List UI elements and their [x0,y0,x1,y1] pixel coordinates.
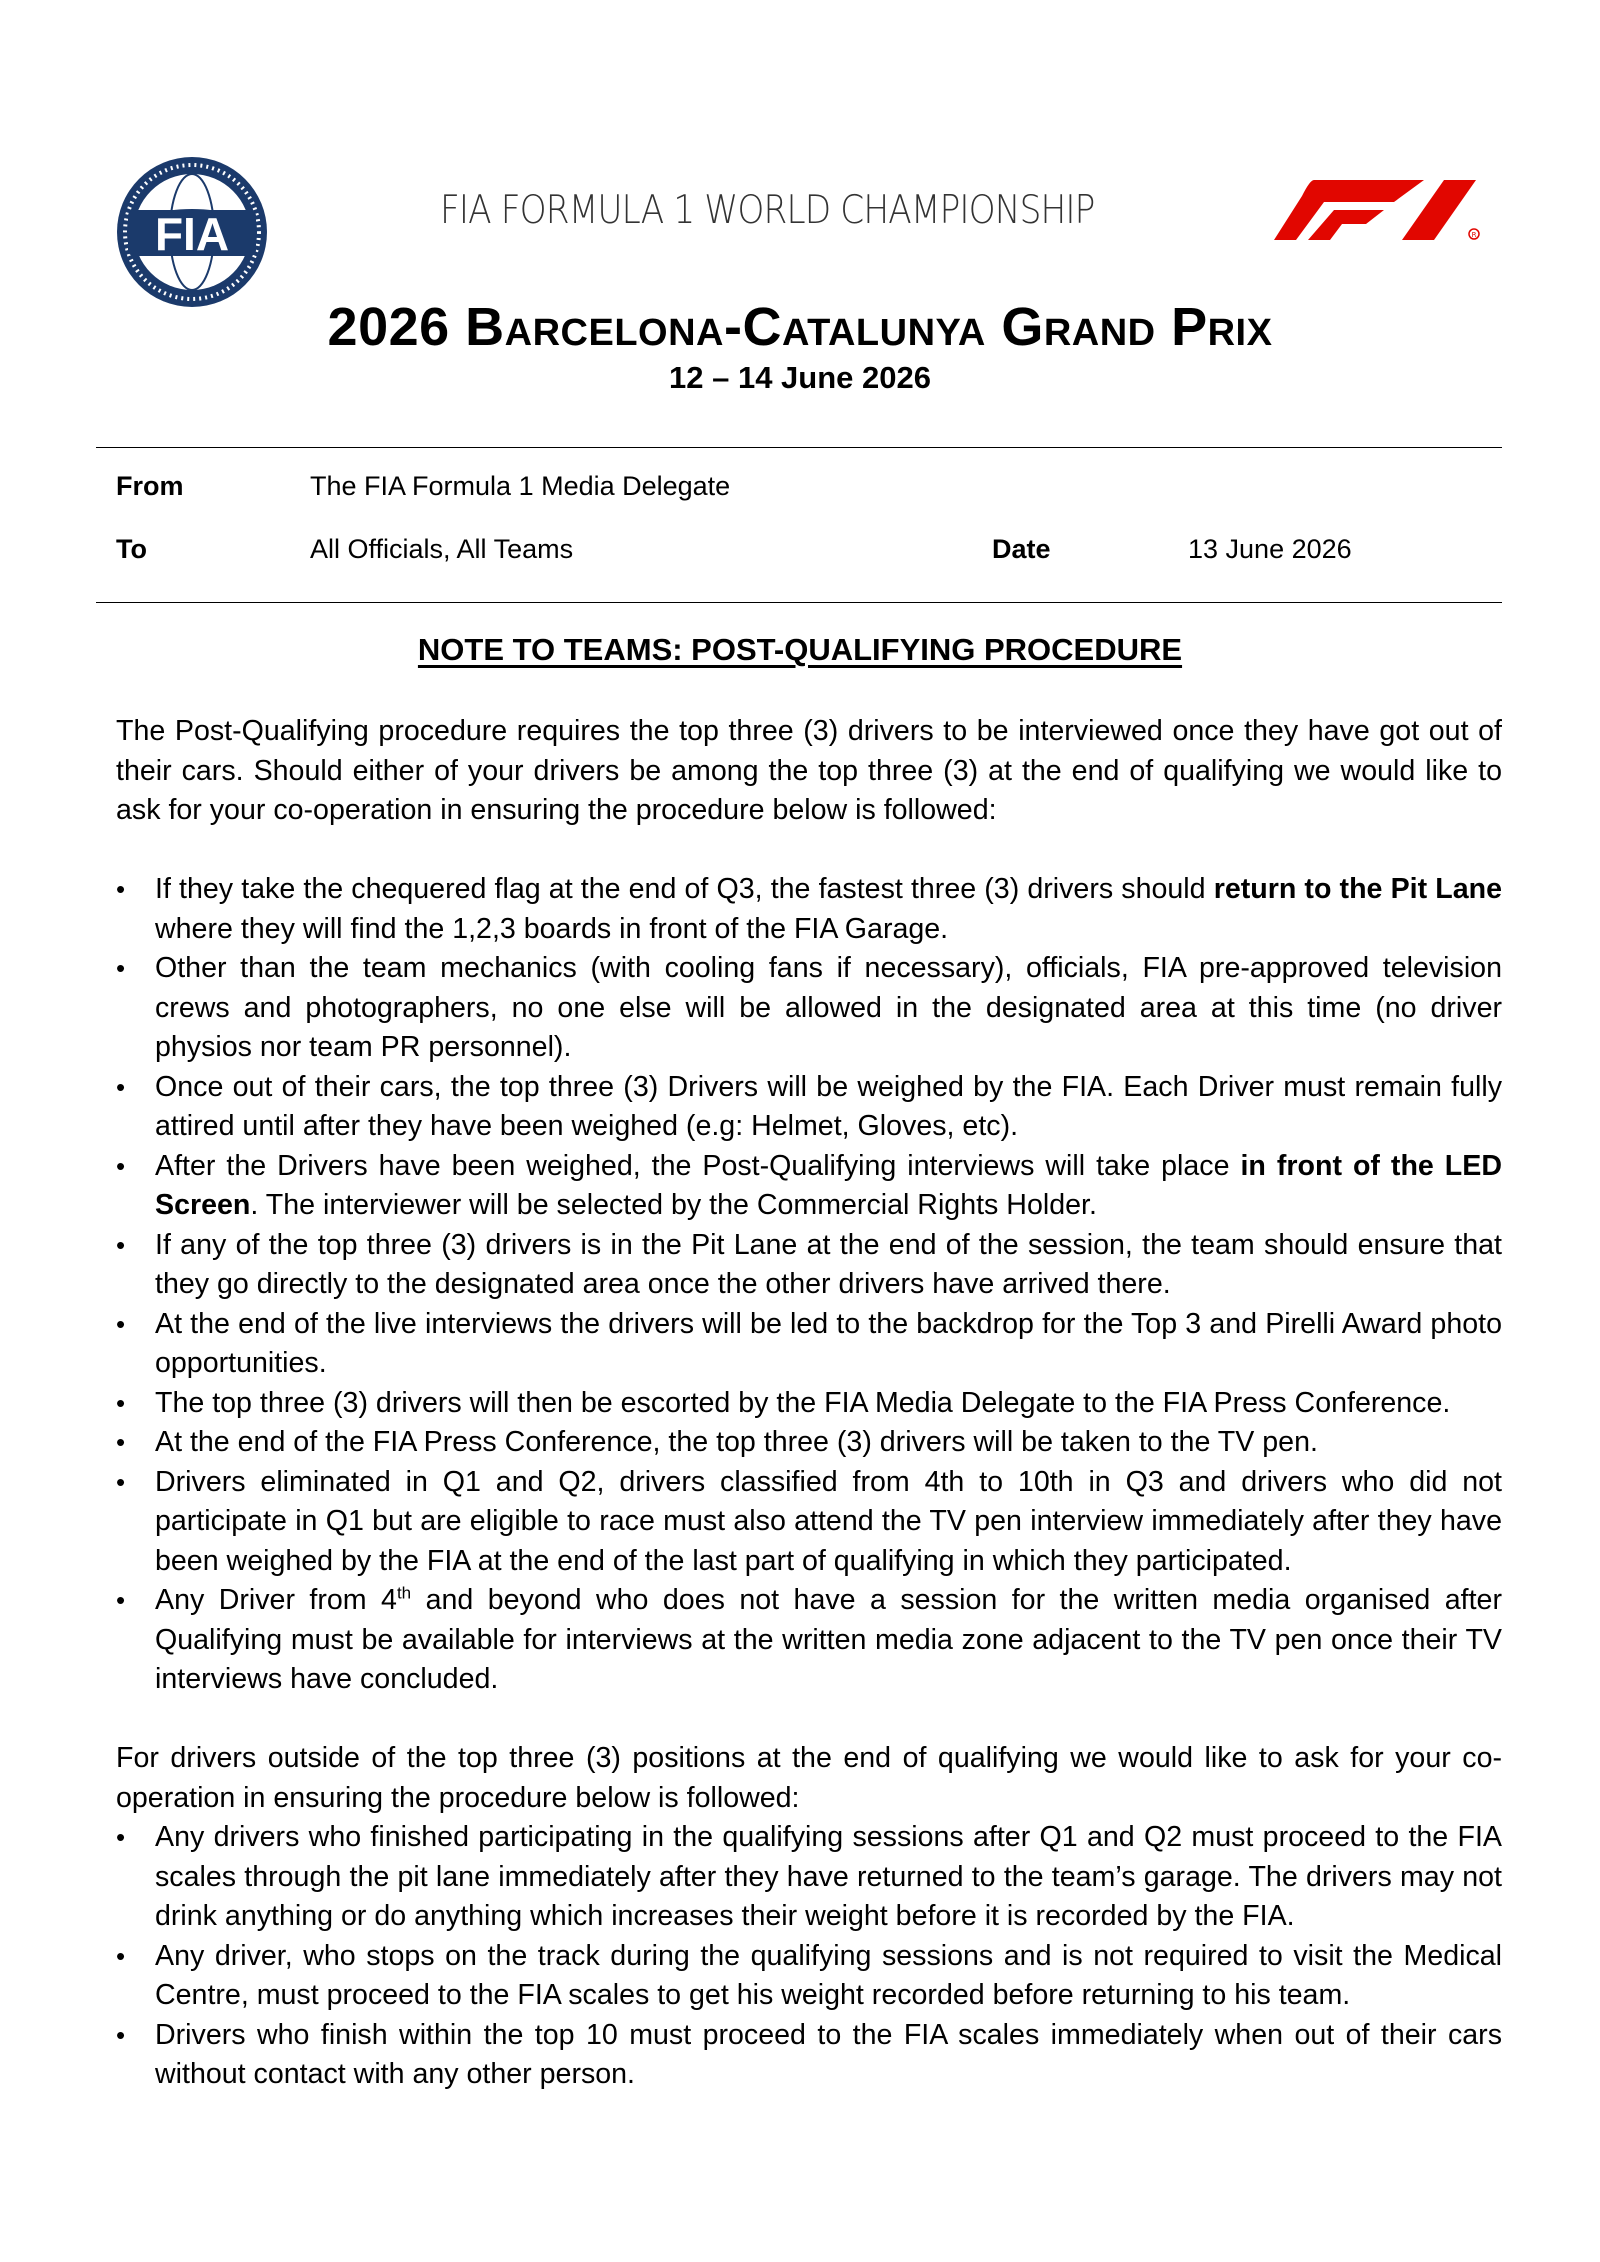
bottom-divider [96,602,1502,603]
championship-title: FIA FORMULA 1 WORLD CHAMPIONSHIP [440,188,1095,233]
document-heading: NOTE TO TEAMS: POST-QUALIFYING PROCEDURE [417,632,1183,667]
from-value: The FIA Formula 1 Media Delegate [310,471,731,501]
svg-text:R: R [1471,231,1477,239]
list-item: • If they take the chequered flag at the end of Q3, the fastest three (3) drivers should return to the Pit Lane where they will find the 1,2,3 boards in front of the FIA Garage. [116,870,1502,949]
list-item: • After the Drivers have been weighed, the Post-Qualifying interviews will take place in front of the LED Screen. The interviewer will be selected by the Commercial Rights Holder. [116,1147,1502,1226]
f1-logo [1274,180,1502,240]
top-divider [96,447,1502,448]
list-item: • At the end of the FIA Press Conference, the top three (3) drivers will be taken to the TV pen. [116,1423,1502,1463]
others-intro-paragraph: For drivers outside of the top three (3) positions at the end of qualifying we would like to ask for your co-operation in ensuring the procedure below is followed: [116,1742,1502,1814]
fia-logo [114,154,270,310]
event-dates: 12 – 14 June 2026 [669,360,931,395]
from-label: From [116,471,184,501]
svg-text:FIA: FIA [154,208,230,260]
list-item: • Any Driver from 4th and beyond who does not have a session for the written media organised after Qualifying must be available for interviews at the written media zone adjacent to the TV pen once their TV interviews have concluded. [116,1581,1502,1700]
to-label: To [116,534,147,564]
list-item: • Drivers eliminated in Q1 and Q2, drivers classified from 4th to 10th in Q3 and drivers who did not participate in Q1 but are eligible to race must also attend the TV pen interview immediately after they have been weighed by the FIA at the end of the last part of qualifying in which they participated. [116,1463,1502,1582]
list-item: • The top three (3) drivers will then be escorted by the FIA Media Delegate to the FIA Press Conference. [116,1384,1502,1424]
others-procedure-list [116,1818,1502,2095]
event-title: 2026 Barcelona-Catalunya Grand Prix [327,297,1273,357]
intro-paragraph: The Post-Qualifying procedure requires the top three (3) drivers to be interviewed once they have got out of their cars. Should either of your drivers be among the top three (3) at the end of qualifying we would like to ask for your co-operation in ensuring the procedure below is followed: [116,715,1502,826]
date-label: Date [992,534,1051,564]
to-value: All Officials, All Teams [310,534,574,564]
list-item: • Any driver, who stops on the track during the qualifying sessions and is not required to visit the Medical Centre, must proceed to the FIA scales to get his weight recorded before returning to his team. [116,1937,1502,2016]
date-value: 13 June 2026 [1188,534,1352,564]
list-item: • At the end of the live interviews the drivers will be led to the backdrop for the Top 3 and Pirelli Award photo opportunities. [116,1305,1502,1384]
list-item: • Once out of their cars, the top three (3) Drivers will be weighed by the FIA. Each Driver must remain fully attired until after they have been weighed (e.g: Helmet, Gloves, etc). [116,1068,1502,1147]
list-item: • If any of the top three (3) drivers is in the Pit Lane at the end of the session, the team should ensure that they go directly to the designated area once the other drivers have arrived there. [116,1226,1502,1305]
list-item: • Drivers who finish within the top 10 must proceed to the FIA scales immediately when out of their cars without contact with any other person. [116,2016,1502,2095]
list-item: • Any drivers who finished participating in the qualifying sessions after Q1 and Q2 must proceed to the FIA scales through the pit lane immediately after they have returned to the team’s garage. The drivers may not drink anything or do anything which increases their weight before it is recorded by the FIA. [116,1818,1502,1937]
top3-procedure-list [116,870,1502,1700]
list-item: • Other than the team mechanics (with cooling fans if necessary), officials, FIA pre-approved television crews and photographers, no one else will be allowed in the designated area at this time (no driver physios nor team PR personnel). [116,949,1502,1068]
